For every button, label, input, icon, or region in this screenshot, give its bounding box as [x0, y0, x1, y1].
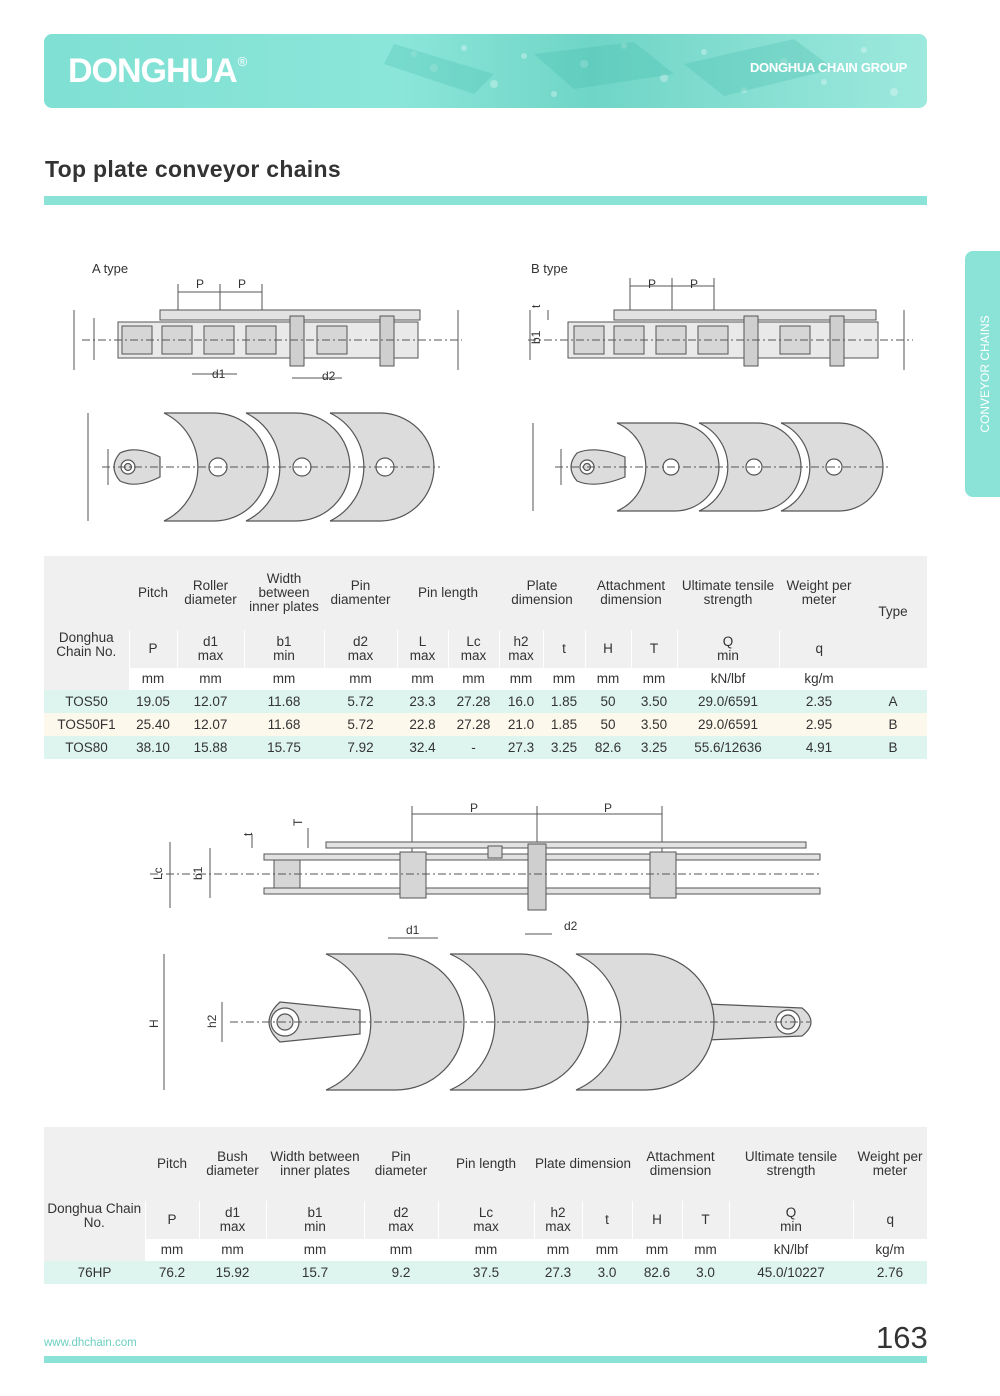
t2-sym-b1-label: b1: [307, 1205, 323, 1220]
t2-sym-q-label: q: [886, 1212, 895, 1227]
side-tab-label: CONVEYOR CHAINS: [978, 315, 992, 433]
t1-sym-l-qual: max: [409, 648, 436, 663]
t1-unit-6: mm: [509, 671, 533, 686]
t2-r0-c4: 9.2: [364, 1261, 438, 1284]
t1-h-plate: Plate dimension: [499, 556, 585, 630]
hp-dim-d1: d1: [406, 923, 420, 937]
t1-r1-c3: 11.68: [244, 713, 324, 736]
t1-sym-H: [585, 630, 631, 668]
t1-h-pitch: Pitch: [129, 556, 177, 630]
t1-r1-c1: 25.40: [129, 713, 177, 736]
hp-dim-T: T: [291, 818, 305, 826]
t1-sym-d2-qual: max: [347, 648, 374, 663]
t1-r2-c8: 3.25: [543, 736, 585, 759]
group-name: DONGHUA CHAIN GROUP: [749, 60, 907, 75]
t1-sym-d2-label: d2: [352, 634, 369, 649]
t2-sym-b1-qual: min: [304, 1219, 326, 1234]
t2-h-pin-dia: Pin diameter: [364, 1127, 438, 1201]
t1-sym-T-label: T: [649, 641, 659, 656]
t1-r0-c9: 50: [585, 690, 631, 713]
t2-sym-d1: [199, 1201, 266, 1239]
t2-sym-p: [145, 1201, 199, 1239]
t1-sym-d1: [177, 630, 244, 668]
b-type-side-view: [518, 270, 918, 390]
t1-sym-lc-qual: max: [460, 648, 487, 663]
t1-r0-c3: 11.68: [244, 690, 324, 713]
t2-h-plate: Plate dimension: [534, 1127, 632, 1201]
t1-r1-c4: 5.72: [324, 713, 397, 736]
t1-sym-b1-qual: min: [273, 648, 295, 663]
t1-sym-p-label: P: [148, 641, 158, 656]
t1-unit-8: mm: [596, 671, 620, 686]
t1-sym-Q-label: Q: [722, 634, 734, 649]
t1-h-pin-dia: Pin diamenter: [324, 556, 397, 630]
t2-sym-h2-label: h2: [550, 1205, 566, 1220]
t1-r0-c1: 19.05: [129, 690, 177, 713]
t1-r0-c8: 1.85: [543, 690, 585, 713]
t1-h-width: Width between inner plates: [244, 556, 324, 630]
t1-sym-l-label: L: [418, 634, 427, 649]
t1-r1-c6: 27.28: [448, 713, 499, 736]
registered-mark: ®: [237, 54, 247, 69]
t1-unit-11: kg/m: [804, 671, 834, 686]
t2-sym-lc-label: Lc: [478, 1205, 494, 1220]
a-type-plan-view: [80, 405, 460, 530]
t2-sym-lc-qual: max: [473, 1219, 499, 1234]
a-type-side-view: [62, 270, 472, 390]
t1-sym-t-label: t: [562, 641, 566, 656]
hp-dim-h2: h2: [205, 1014, 219, 1028]
title-rule: [44, 196, 927, 205]
side-tab[interactable]: [965, 251, 1000, 497]
hp-dim-p1: P: [604, 801, 613, 815]
t1-h-pin-len: Pin length: [397, 556, 499, 630]
header-banner: [44, 34, 927, 108]
t2-sym-h2-qual: max: [545, 1219, 571, 1234]
t2-sym-d2-qual: max: [388, 1219, 414, 1234]
hp-dim-t: t: [241, 832, 255, 836]
t1-r1-c8: 1.85: [543, 713, 585, 736]
t2-sym-p-label: P: [167, 1212, 177, 1227]
t2-r0-c1: 76.2: [145, 1261, 199, 1284]
t2-sym-H-label: H: [652, 1212, 662, 1227]
t1-r0-c2: 12.07: [177, 690, 244, 713]
t2-sym-q-lower: [853, 1201, 927, 1239]
t2-sym-H: [632, 1201, 682, 1239]
page-title: Top plate conveyor chains: [45, 156, 341, 182]
t1-sym-d2: [324, 630, 397, 668]
t1-sym-h2-qual: max: [508, 648, 534, 663]
t1-h-weight: Weight per meter: [779, 556, 859, 630]
t1-r0-c11: 29.0/6591: [677, 690, 779, 713]
t2-sym-d2: [364, 1201, 438, 1239]
footer-rule: [44, 1356, 927, 1363]
t2-unit-9: kN/lbf: [773, 1242, 809, 1257]
t1-sym-p: [129, 630, 177, 668]
t1-r2-c7: 27.3: [499, 736, 543, 759]
t1-r0-c12: 2.35: [779, 690, 859, 713]
t2-r0-c11: 2.76: [853, 1261, 927, 1284]
t1-sym-lc: [448, 630, 499, 668]
t1-r1-c11: 29.0/6591: [677, 713, 779, 736]
t1-sym-d1-qual: max: [197, 648, 224, 663]
table-row: [44, 736, 927, 759]
t1-r0-c4: 5.72: [324, 690, 397, 713]
t1-unit-12: [859, 668, 927, 690]
t2-r0-c2: 15.92: [199, 1261, 266, 1284]
t2-h-bush: Bush diameter: [199, 1127, 266, 1201]
t2-sym-d1-qual: max: [219, 1219, 246, 1234]
hp-plan-view: [140, 948, 820, 1096]
hp-dim-p2: P: [470, 801, 479, 815]
t1-sym-q-label: q: [815, 641, 824, 656]
t1-r1-c7: 21.0: [499, 713, 543, 736]
t1-r2-c2: 15.88: [177, 736, 244, 759]
a-dim-p1: P: [196, 277, 205, 291]
page-number: 163: [876, 1320, 928, 1355]
t1-r0-c13: A: [859, 690, 927, 713]
t1-r2-c5: 32.4: [397, 736, 448, 759]
t2-h-tensile: Ultimate tensile strength: [729, 1127, 853, 1201]
t2-r0-c7: 3.0: [582, 1261, 632, 1284]
spec-table-1: [44, 556, 927, 759]
t1-sym-l: [397, 630, 448, 668]
b-dim-p1: P: [648, 277, 657, 291]
t2-unit-6: mm: [595, 1242, 619, 1257]
t2-unit-3: mm: [389, 1242, 413, 1257]
t1-sym-lc-label: Lc: [466, 634, 481, 649]
a-dim-p2: P: [238, 277, 247, 291]
t1-h-type: Type: [859, 556, 927, 668]
t2-r0-c3: 15.7: [266, 1261, 364, 1284]
t2-sym-t: [582, 1201, 632, 1239]
t1-sym-t: [543, 630, 585, 668]
t1-sym-q-upper: [677, 630, 779, 668]
table-row: [44, 690, 927, 713]
b-type-plan-view: [525, 405, 905, 530]
hp-side-view: [140, 798, 830, 943]
t2-sym-Q-qual: min: [780, 1219, 802, 1234]
t2-sym-Q-label: Q: [785, 1205, 797, 1220]
t2-unit-0: mm: [160, 1242, 184, 1257]
t1-sym-T: [631, 630, 677, 668]
t1-sym-Q-qual: min: [717, 648, 739, 663]
t2-sym-t-label: t: [605, 1212, 609, 1227]
t1-r2-c11: 55.6/12636: [677, 736, 779, 759]
t1-sym-d1-label: d1: [202, 634, 219, 649]
t2-r0-c8: 82.6: [632, 1261, 682, 1284]
t1-sym-h2-label: h2: [513, 634, 529, 649]
t1-h-tensile: Ultimate tensile strength: [677, 556, 779, 630]
b-dim-p2: P: [690, 277, 699, 291]
t2-unit-5: mm: [546, 1242, 570, 1257]
t1-sym-q-lower: [779, 630, 859, 668]
t1-unit-10: kN/lbf: [710, 671, 746, 686]
t1-sym-H-label: H: [603, 641, 613, 656]
t2-r0-c6: 27.3: [534, 1261, 582, 1284]
t1-chain-no-header: Donghua Chain No.: [44, 556, 129, 690]
t2-r0-c10: 45.0/10227: [729, 1261, 853, 1284]
table-row: [44, 1261, 927, 1284]
t1-r1-c13: B: [859, 713, 927, 736]
t1-unit-5: mm: [462, 671, 485, 686]
t1-r2-c3: 15.75: [244, 736, 324, 759]
a-dim-d1: d1: [212, 367, 226, 381]
t1-r2-c9: 82.6: [585, 736, 631, 759]
t1-r1-c10: 3.50: [631, 713, 677, 736]
t1-unit-1: mm: [199, 671, 222, 686]
hp-dim-d2: d2: [564, 919, 578, 933]
t1-r2-c0: TOS80: [44, 736, 129, 759]
table-row: [44, 713, 927, 736]
brand-name: DONGHUA: [68, 52, 237, 90]
spec-table-2: [44, 1127, 927, 1284]
t2-unit-8: mm: [694, 1242, 717, 1257]
t1-r0-c0: TOS50: [44, 690, 129, 713]
t1-unit-3: mm: [349, 671, 372, 686]
t1-r0-c10: 3.50: [631, 690, 677, 713]
t2-sym-T: [682, 1201, 729, 1239]
t2-unit-4: mm: [474, 1242, 498, 1257]
t1-r2-c13: B: [859, 736, 927, 759]
t1-unit-0: mm: [141, 671, 165, 686]
t2-sym-lc: [438, 1201, 534, 1239]
hp-dim-H: H: [147, 1019, 161, 1028]
t2-r0-c5: 37.5: [438, 1261, 534, 1284]
t1-r2-c12: 4.91: [779, 736, 859, 759]
t2-r0-c9: 3.0: [682, 1261, 729, 1284]
t2-sym-d1-label: d1: [224, 1205, 241, 1220]
t1-r1-c5: 22.8: [397, 713, 448, 736]
t2-h-pin-len: Pin length: [438, 1127, 534, 1201]
t1-sym-b1: [244, 630, 324, 668]
t2-r0-c0: 76HP: [44, 1261, 145, 1284]
t1-sym-h2: [499, 630, 543, 668]
t2-unit-7: mm: [645, 1242, 669, 1257]
t1-sym-b1-label: b1: [276, 634, 292, 649]
t2-sym-h2: [534, 1201, 582, 1239]
t2-sym-T-label: T: [701, 1212, 710, 1227]
t1-r2-c1: 38.10: [129, 736, 177, 759]
hp-dim-lc: Lc: [151, 867, 165, 880]
t2-chain-no-header: Donghua Chain No.: [44, 1127, 145, 1261]
t1-unit-7: mm: [552, 671, 576, 686]
b-dim-b1: b1: [529, 330, 543, 344]
t1-unit-9: mm: [642, 671, 666, 686]
t2-sym-b1: [266, 1201, 364, 1239]
a-dim-d2: d2: [322, 369, 336, 383]
t1-h-attach: Attachment dimension: [585, 556, 677, 630]
footer-url[interactable]: www.dhchain.com: [44, 1337, 137, 1349]
brand-logo: [68, 52, 246, 91]
t2-unit-10: kg/m: [875, 1242, 905, 1257]
t2-sym-q-upper: [729, 1201, 853, 1239]
t2-h-pitch: Pitch: [145, 1127, 199, 1201]
t2-h-width: Width between inner plates: [266, 1127, 364, 1201]
t1-h-roller: Roller diameter: [177, 556, 244, 630]
t2-sym-d2-label: d2: [393, 1205, 409, 1220]
t1-r2-c10: 3.25: [631, 736, 677, 759]
t2-unit-2: mm: [303, 1242, 327, 1257]
t1-r1-c2: 12.07: [177, 713, 244, 736]
t1-r2-c4: 7.92: [324, 736, 397, 759]
b-type-label: B type: [531, 261, 568, 276]
t1-r2-c6: -: [448, 736, 499, 759]
t1-r1-c0: TOS50F1: [44, 713, 129, 736]
t2-unit-1: mm: [221, 1242, 244, 1257]
t1-r1-c9: 50: [585, 713, 631, 736]
a-type-label: A type: [92, 261, 129, 276]
t1-unit-2: mm: [272, 671, 296, 686]
hp-dim-b1: b1: [191, 866, 205, 880]
t1-unit-4: mm: [411, 671, 434, 686]
t2-h-weight: Weight per meter: [853, 1127, 927, 1201]
t1-r0-c7: 16.0: [499, 690, 543, 713]
t1-r0-c6: 27.28: [448, 690, 499, 713]
t1-r0-c5: 23.3: [397, 690, 448, 713]
t1-r1-c12: 2.95: [779, 713, 859, 736]
t2-h-attach: Attachment dimension: [632, 1127, 729, 1201]
b-dim-t: t: [529, 304, 543, 308]
